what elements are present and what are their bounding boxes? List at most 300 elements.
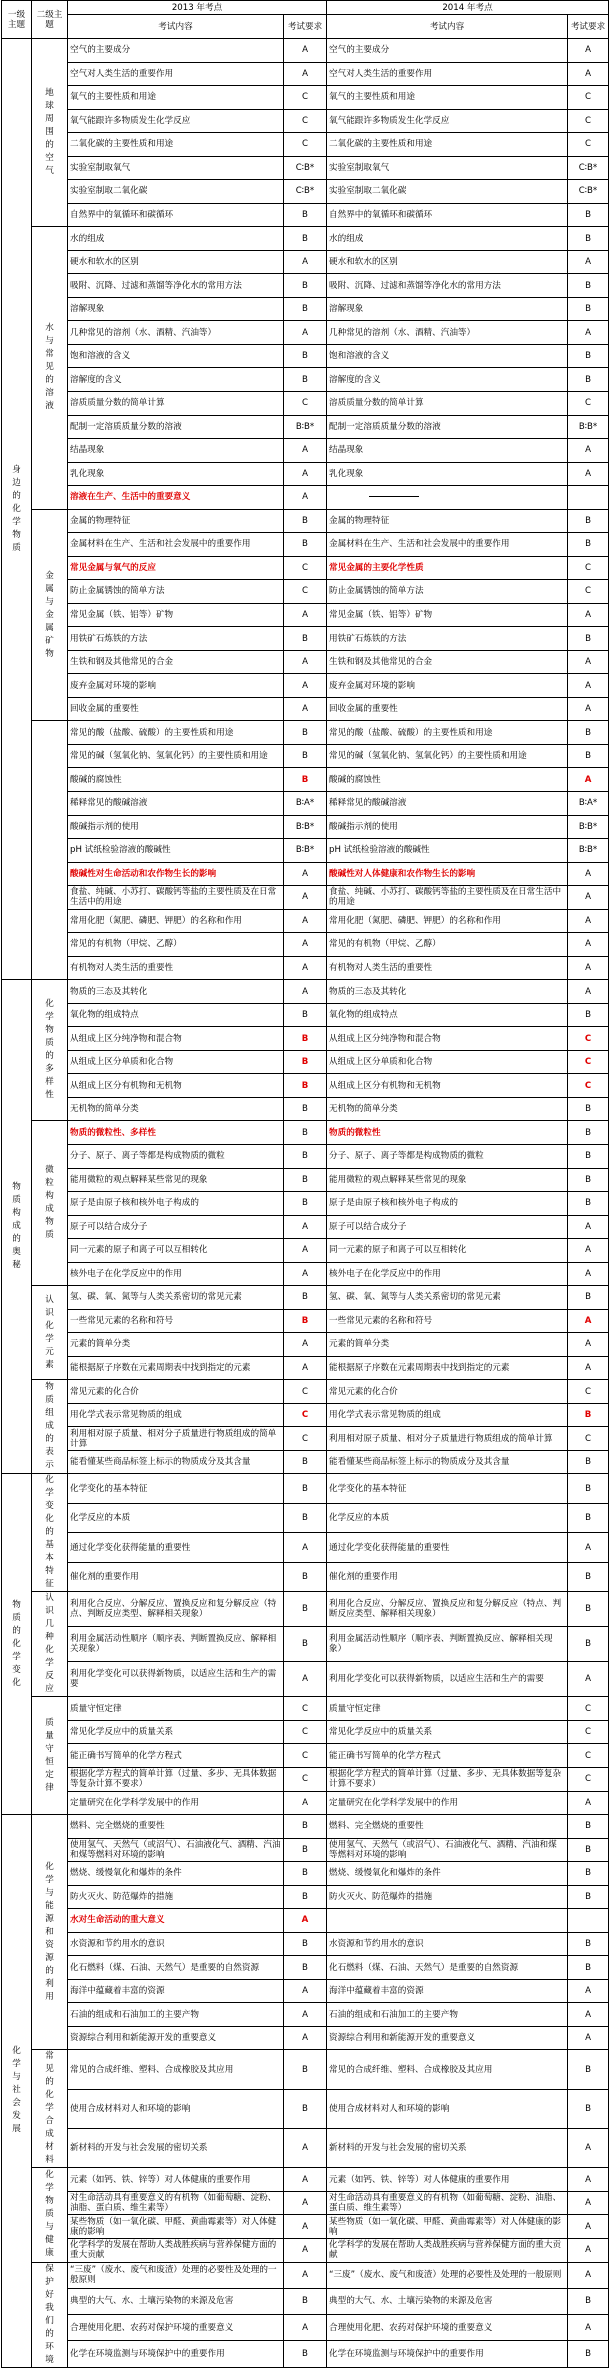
req-2014: B [568,2089,609,2128]
table-row [2,1286,609,1310]
table-row [2,674,609,698]
req-2014: A [568,956,609,980]
req-2013: A [284,956,327,980]
content-2014: 常见的酸（盐酸、硫酸）的主要性质和用途 [327,721,568,745]
content-2013: 乳化现象 [68,462,284,486]
table-row [2,86,609,110]
content-2013: 无机物的简单分类 [68,1097,284,1121]
content-2014: 酸碱的腐蚀性 [327,768,568,792]
req-2013: B [284,1144,327,1168]
req-2013: B [284,203,327,227]
content-2013: 防火灭火、防范爆炸的措施 [68,1885,284,1909]
req-2013: B [284,533,327,557]
req-2013: B [284,274,327,298]
content-2014: 利用化合反应、分解反应、置换反应和复分解反应（特点、判断反应类型、解释相关现象） [327,1592,568,1627]
req-2013: B [284,744,327,768]
req-2013: A [284,603,327,627]
content-2013: 分子、原子、离子等都是构成物质的微粒 [68,1144,284,1168]
req-2013: B [284,2341,327,2367]
req-2013: B [284,1450,327,1474]
req-2014: A [568,1356,609,1380]
content-2014: 新材料的开发与社会发展的密切关系 [327,2129,568,2168]
table-row [2,1144,609,1168]
content-2014: 水的组成 [327,227,568,251]
req-2013: B [284,1309,327,1333]
content-2013: 金属的物理特征 [68,509,284,533]
req-2014: B∶B* [568,415,609,439]
content-2013: 防止金属锈蚀的简单方法 [68,580,284,604]
req-2014: B [568,509,609,533]
content-2013: 配制一定溶质质量分数的溶液 [68,415,284,439]
table-row [2,180,609,204]
table-row [2,933,609,957]
req-2014: A [568,2026,609,2050]
content-2013: 新材料的开发与社会发展的密切关系 [68,2129,284,2168]
content-2013: 常见的碱（氢氧化钠、氢氧化钙）的主要性质和用途 [68,744,284,768]
content-2013: 常见的有机物（甲烷、乙醇） [68,933,284,957]
req-2013: A [284,1979,327,2003]
req-2013: A [284,697,327,721]
content-2013: 酸碱指示剂的使用 [68,815,284,839]
content-2013: 水资源和节约用水的意识 [68,1932,284,1956]
table-row [2,1979,609,2003]
content-2014: 有机物对人类生活的重要性 [327,956,568,980]
req-2013: A [284,486,327,510]
req-2013: B [284,509,327,533]
table-row [2,2168,609,2192]
content-2014: 典型的大气、水、土壤污染物的来源及危害 [327,2288,568,2314]
content-2014: 一些常见元素的名称和符号 [327,1309,568,1333]
content-2014: 海洋中蕴藏着丰富的资源 [327,1979,568,2003]
table-row [2,815,609,839]
req-2014: A [568,2238,609,2262]
req-2014: A [568,439,609,463]
content-2013: 空气对人类生活的重要作用 [68,62,284,86]
req-2014: B [568,1286,609,1310]
table-row [2,1662,609,1697]
content-2014: 防止金属锈蚀的简单方法 [327,580,568,604]
req-2013: A [284,1662,327,1697]
content-2013: 从组成上区分纯净物和混合物 [68,1027,284,1051]
req-2013: B [284,1627,327,1662]
content-2014: 化石燃料（煤、石油、天然气）是重要的自然资源 [327,1956,568,1980]
req-2013: B [284,1932,327,1956]
table-row [2,886,609,910]
table-row [2,768,609,792]
req-2013: A [284,933,327,957]
req-2014: B [568,2288,609,2314]
table-row [2,1027,609,1051]
table-row [2,297,609,321]
req-2014 [568,486,609,510]
req-2013: A [284,250,327,274]
req-2014: C [568,1074,609,1098]
level1-topic: 身边的化学物质 [2,39,32,980]
content-2013: 氧化物的组成特点 [68,1003,284,1027]
content-2013: 定量研究在化学科学发展中的作用 [68,1791,284,1815]
content-2014: 物质的微粒性 [327,1121,568,1145]
content-2014: 废弃金属对环境的影响 [327,674,568,698]
table-row [2,2089,609,2128]
req-2013: B∶A* [284,792,327,816]
content-2014: 某些物质（如一氧化碳、甲醛、黄曲霉素等）对人体健康的影响 [327,2215,568,2239]
content-2014: 能正确书写简单的化学方程式 [327,1744,568,1768]
content-2013: 资源综合利用和新能源开发的重要意义 [68,2026,284,2050]
req-2013: C [284,1720,327,1744]
table-row [2,1838,609,1862]
table-row [2,2341,609,2367]
level2-topic: 认识几种化学反应 [32,1592,68,1697]
content-2013: 石油的组成和石油加工的主要产物 [68,2003,284,2027]
table-row [2,2191,609,2215]
req-2014: A [568,2003,609,2027]
table-row [2,1262,609,1286]
content-2013: 利用金属活动性顺序（顺序表、判断置换反应、解释相关现象） [68,1627,284,1662]
req-2014: B [568,203,609,227]
req-2014: A [568,1262,609,1286]
level2-topic: 认识化学元素 [32,1286,68,1380]
req-2013: A [284,2003,327,2027]
req-2013: A [284,2215,327,2239]
content-2014: 化学科学的发展在帮助人类战胜疾病与营养保健方面的重大贡献 [327,2238,568,2262]
content-2013: 质量守恒定律 [68,1697,284,1721]
content-2014: 常见元素的化合价 [327,1380,568,1404]
table-row [2,1744,609,1768]
content-2014: 常见的有机物（甲烷、乙醇） [327,933,568,957]
content-2014: 乳化现象 [327,462,568,486]
req-2013: A [284,1909,327,1933]
req-2014: C [568,1427,609,1451]
req-2013: A [284,2315,327,2341]
req-2014: A [568,1533,609,1563]
req-2014: A [568,1215,609,1239]
table-row [2,1862,609,1886]
req-2013: B [284,1027,327,1051]
content-2013: 硬水和软水的区别 [68,250,284,274]
table-row [2,603,609,627]
req-2014: C [568,1050,609,1074]
req-2013: C [284,556,327,580]
req-2013: C [284,133,327,157]
req-2014: B [568,1503,609,1533]
req-2013: B∶B* [284,839,327,863]
table-row [2,203,609,227]
content-2013: 吸附、沉降、过滤和蒸馏等净化水的常用方法 [68,274,284,298]
req-2014: A [568,1979,609,2003]
content-2014: 酸碱指示剂的使用 [327,815,568,839]
table-row [2,486,609,510]
content-2013: 食盐、纯碱、小苏打、碳酸钙等盐的主要性质及在日常生活中的用途 [68,886,284,910]
req-2013: C [284,1380,327,1404]
req-2014: A [568,462,609,486]
req-2014: C∶B* [568,156,609,180]
content-2014: “三废”（废水、废气和废渣）处理的必要性及处理的一般原则 [327,2262,568,2288]
req-2014: B [568,1885,609,1909]
level2-topic: 化学物质与健康 [32,2168,68,2262]
req-2013: C [284,109,327,133]
table-row [2,1050,609,1074]
table-row [2,368,609,392]
req-2014: B [568,1403,609,1427]
req-2013: B [284,1003,327,1027]
header-level1: 一级主题 [2,1,32,39]
content-2013: 常见金属与氧气的反应 [68,556,284,580]
req-2014: B [568,274,609,298]
content-2014: 催化剂的重要作用 [327,1562,568,1592]
content-2013: 能看懂某些商品标签上标示的物质成分及其含量 [68,1450,284,1474]
req-2014: B [568,1592,609,1627]
req-2013: B [284,1838,327,1862]
content-2014 [327,486,568,510]
content-2014: 自然界中的氧循环和碳循环 [327,203,568,227]
content-2014: 二氧化碳的主要性质和用途 [327,133,568,157]
content-2014: 从组成上区分单质和化合物 [327,1050,568,1074]
content-2013: 从组成上区分单质和化合物 [68,1050,284,1074]
req-2014: B [568,1121,609,1145]
req-2013: B [284,627,327,651]
req-2014: C [568,1027,609,1051]
req-2013: A [284,1333,327,1357]
content-2014: 常见金属（铁、铝等）矿物 [327,603,568,627]
req-2014: A [568,250,609,274]
content-2014: 合理使用化肥、农药对保护环境的重要意义 [327,2315,568,2341]
req-2014: A [568,1333,609,1357]
req-2013: A [284,39,327,63]
req-2013: B [284,1885,327,1909]
req-2014: C [568,391,609,415]
content-2013: 用铁矿石炼铁的方法 [68,627,284,651]
req-2013: A [284,2238,327,2262]
content-2013: 几种常见的溶剂（水、酒精、汽油等） [68,321,284,345]
content-2014: 实验室制取氧气 [327,156,568,180]
req-2013: B [284,344,327,368]
content-2013: 生铁和钢及其他常见的合金 [68,650,284,674]
table-row [2,697,609,721]
req-2013: A [284,2129,327,2168]
content-2013: 合理使用化肥、农药对保护环境的重要意义 [68,2315,284,2341]
req-2013: B [284,2089,327,2128]
req-2013: A [284,1791,327,1815]
content-2014: 核外电子在化学反应中的作用 [327,1262,568,1286]
content-2014: 物质的三态及其转化 [327,980,568,1004]
table-row [2,1533,609,1563]
content-2013: 能正确书写简单的化学方程式 [68,1744,284,1768]
content-2014: 氧气能跟许多物质发生化学反应 [327,109,568,133]
content-2013: 溶解现象 [68,297,284,321]
table-row [2,1909,609,1933]
req-2014: B [568,1097,609,1121]
req-2014 [568,1909,609,1933]
content-2013: 饱和溶液的含义 [68,344,284,368]
req-2014: C [568,1768,609,1792]
content-2014: 常见化学反应中的质量关系 [327,1720,568,1744]
content-2013: 常见化学反应中的质量关系 [68,1720,284,1744]
content-2013: 同一元素的原子和离子可以互相转化 [68,1239,284,1263]
content-2013: 化学变化的基本特征 [68,1474,284,1504]
table-row [2,1380,609,1404]
table-row [2,1592,609,1627]
req-2013: B∶B* [284,415,327,439]
req-2014: A [568,321,609,345]
req-2014: B [568,627,609,651]
content-2013: 氧气能跟许多物质发生化学反应 [68,109,284,133]
content-2014: 氢、碳、氧、氮等与人类关系密切的常见元素 [327,1286,568,1310]
level2-topic: 水与常见的溶液 [32,227,68,509]
content-2013: 利用化合反应、分解反应、置换反应和复分解反应（特点、判断反应类型、解释相关现象） [68,1592,284,1627]
content-2013: 稀释常见的酸碱溶液 [68,792,284,816]
req-2013: B [284,1074,327,1098]
req-2013: B [284,1097,327,1121]
content-2013: 回收金属的重要性 [68,697,284,721]
req-2013: B [284,2288,327,2314]
table-row [2,909,609,933]
table-row [2,862,609,886]
content-2014 [327,1909,568,1933]
content-2013: 典型的大气、水、土壤污染物的来源及危害 [68,2288,284,2314]
table-row [2,580,609,604]
req-2014: A [568,2129,609,2168]
req-2014: A [568,2315,609,2341]
content-2014: 用铁矿石炼铁的方法 [327,627,568,651]
content-2013: 常用化肥（氮肥、磷肥、钾肥）的名称和作用 [68,909,284,933]
content-2013: 核外电子在化学反应中的作用 [68,1262,284,1286]
table-row [2,344,609,368]
req-2013: B [284,368,327,392]
req-2014: B [568,1932,609,1956]
content-2013: 溶液在生产、生活中的重要意义 [68,486,284,510]
content-2014: 饱和溶液的含义 [327,344,568,368]
content-2013: 燃料、完全燃烧的重要性 [68,1815,284,1839]
level2-topic: 地球周围的空气 [32,39,68,227]
dash-line [369,496,419,497]
req-2014: B∶B* [568,839,609,863]
content-2014: 食盐、纯碱、小苏打、碳酸钙等盐的主要性质及在日常生活中的用途 [327,886,568,910]
req-2013: B [284,768,327,792]
table-row [2,2026,609,2050]
content-2014: 用化学式表示常见物质的组成 [327,1403,568,1427]
req-2014: B [568,744,609,768]
req-2013: B [284,1168,327,1192]
table-row [2,956,609,980]
content-2013: 实验室制取二氧化碳 [68,180,284,204]
level2-topic: 质量守恒定律 [32,1697,68,1815]
table-row [2,1074,609,1098]
content-2014: 同一元素的原子和离子可以互相转化 [327,1239,568,1263]
table-row [2,2129,609,2168]
req-2014: A [568,862,609,886]
content-2014: 空气对人类生活的重要作用 [327,62,568,86]
content-2014: 通过化学变化获得能量的重要性 [327,1533,568,1563]
content-2014: 常见的合成纤维、塑料、合成橡胶及其应用 [327,2050,568,2089]
content-2014: 元素（如钙、铁、锌等）对人体健康的重要作用 [327,2168,568,2192]
content-2013: 金属材料在生产、生活和社会发展中的重要作用 [68,533,284,557]
req-2013: A [284,1215,327,1239]
header-req-2014: 考试要求 [568,15,609,39]
content-2013: 溶解度的含义 [68,368,284,392]
table-row [2,1562,609,1592]
content-2014: 回收金属的重要性 [327,697,568,721]
content-2013: 物质的三态及其转化 [68,980,284,1004]
content-2014: 吸附、沉降、过滤和蒸馏等净化水的常用方法 [327,274,568,298]
table-row [2,1815,609,1839]
req-2014: B [568,1003,609,1027]
content-2013: 空气的主要成分 [68,39,284,63]
content-2013: 自然界中的氧循环和碳循环 [68,203,284,227]
table-row [2,39,609,63]
level1-topic: 物质构成的奥秘 [2,980,32,1474]
content-2014: 使用合成材料对人和环境的影响 [327,2089,568,2128]
req-2013: C∶B* [284,156,327,180]
header-req-2013: 考试要求 [284,15,327,39]
req-2013: A [284,909,327,933]
content-2013: 实验室制取氧气 [68,156,284,180]
table-row [2,1192,609,1216]
content-2013: 常见金属（铁、铝等）矿物 [68,603,284,627]
req-2013: A [284,1239,327,1263]
table-row [2,2215,609,2239]
header-2013: 2013 年考点 [68,1,327,15]
req-2013: A [284,650,327,674]
req-2014: A [568,2262,609,2288]
content-2014: 燃烧、缓慢氧化和爆炸的条件 [327,1862,568,1886]
content-2014: 氧化物的组成特点 [327,1003,568,1027]
content-2014: 无机物的简单分类 [327,1097,568,1121]
req-2013: A [284,62,327,86]
req-2014: A [568,62,609,86]
req-2013: C [284,1403,327,1427]
table-row [2,462,609,486]
table-row [2,391,609,415]
content-2014: 化学变化的基本特征 [327,1474,568,1504]
table-row [2,1333,609,1357]
content-2013: 常见的合成纤维、塑料、合成橡胶及其应用 [68,2050,284,2089]
req-2014: C [568,109,609,133]
req-2014: A [568,1239,609,1263]
req-2014: C [568,1720,609,1744]
content-2013: 元素的简单分类 [68,1333,284,1357]
content-2014: 氧气的主要性质和用途 [327,86,568,110]
req-2013: B [284,1121,327,1145]
table-row [2,1885,609,1909]
level1-topic: 物质的化学变化 [2,1474,32,1815]
content-2014: 利用金属活动性顺序（顺序表、判断置换反应、解释相关现象） [327,1627,568,1662]
content-2014: 化学反应的本质 [327,1503,568,1533]
level2-topic: 微粒构成物质 [32,1121,68,1286]
req-2013: B∶B* [284,815,327,839]
content-2013: 物质的微粒性、多样性 [68,1121,284,1145]
req-2014: A [568,39,609,63]
req-2014: B [568,1627,609,1662]
content-2014: 化学在环境监测与环境保护中的重要作用 [327,2341,568,2367]
content-2013: 化石燃料（煤、石油、天然气）是重要的自然资源 [68,1956,284,1980]
content-2014: 溶解度的含义 [327,368,568,392]
req-2013: A [284,980,327,1004]
table-row [2,1168,609,1192]
req-2014: B [568,1862,609,1886]
table-row [2,1450,609,1474]
content-2013: 氧气的主要性质和用途 [68,86,284,110]
table-row [2,1427,609,1451]
content-2014: 空气的主要成分 [327,39,568,63]
req-2014: C [568,556,609,580]
content-2013: “三废”（废水、废气和废渣）处理的必要性及处理的一般原则 [68,2262,284,2288]
table-row [2,1791,609,1815]
level2-topic: 化学物质的多样性 [32,980,68,1121]
content-2013: 从组成上区分有机物和无机物 [68,1074,284,1098]
table-row [2,1720,609,1744]
req-2014: A [568,2215,609,2239]
table-row [2,1627,609,1662]
